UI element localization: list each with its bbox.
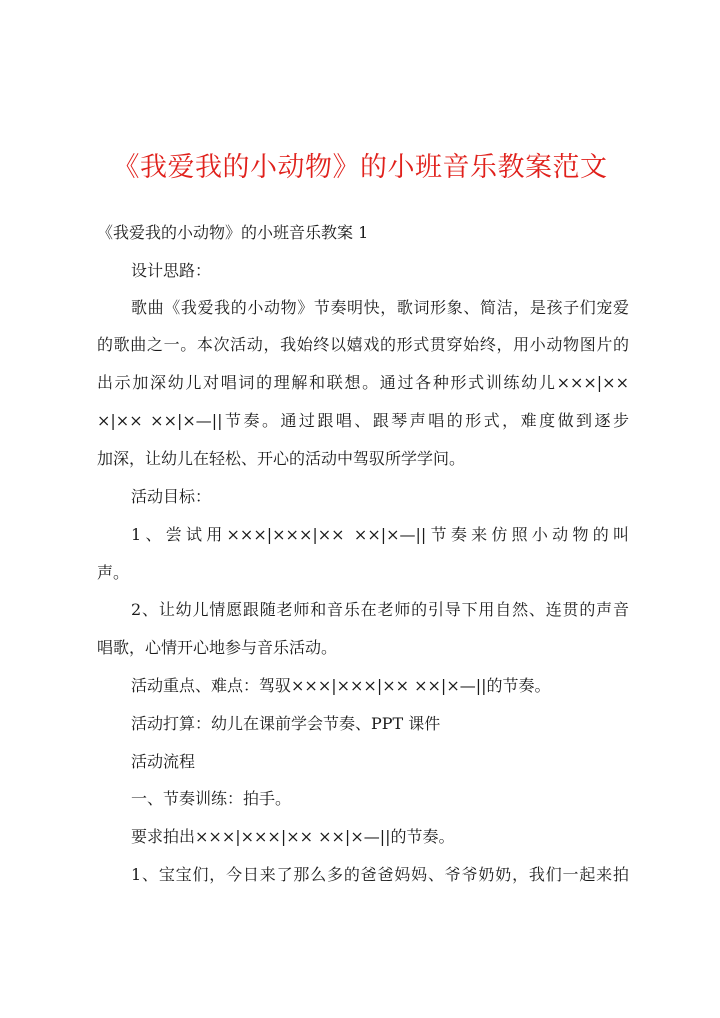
- process-step-1: 一、节奏训练：拍手。: [131, 789, 292, 808]
- section-heading: 《我爱我的小动物》的小班音乐教案 1: [97, 223, 369, 242]
- paragraph-line: 出示加深幼儿对唱词的理解和联想。通过各种形式训练幼儿×××|××: [97, 373, 629, 392]
- subheading-goals: 活动目标：: [131, 487, 212, 506]
- process-requirement: 要求拍出×××|×××|×× ××|×—||的节奏。: [131, 827, 455, 846]
- subheading-design-idea: 设计思路：: [131, 261, 212, 280]
- paragraph-line: 唱歌，心情开心地参与音乐活动。: [97, 638, 338, 657]
- paragraph-line: 声。: [97, 563, 130, 582]
- activity-prep: 活动打算：幼儿在课前学会节奏、PPT 课件: [131, 714, 441, 733]
- paragraph-line: ×|×× ××|×—||节奏。通过跟唱、跟琴声唱的形式，难度做到逐步: [97, 411, 629, 430]
- paragraph-line: 的歌曲之一。本次活动，我始终以嬉戏的形式贯穿始终，用小动物图片的: [97, 335, 629, 354]
- paragraph-line: 加深，让幼儿在轻松、开心的活动中驾驭所学学问。: [97, 449, 466, 468]
- document-title: 《我爱我的小动物》的小班音乐教案范文: [112, 152, 608, 183]
- subheading-process: 活动流程: [131, 752, 196, 771]
- goal-item-1: 1、尝试用×××|×××|×× ××|×—||节奏来仿照小动物的叫: [131, 525, 629, 544]
- paragraph-line: 1、宝宝们，今日来了那么多的爸爸妈妈、爷爷奶奶，我们一起来拍: [131, 865, 629, 884]
- paragraph-line: 歌曲《我爱我的小动物》节奏明快，歌词形象、简洁，是孩子们宠爱: [131, 298, 629, 317]
- goal-item-2: 2、让幼儿情愿跟随老师和音乐在老师的引导下用自然、连贯的声音: [131, 600, 629, 619]
- key-points: 活动重点、难点：驾驭×××|×××|×× ××|×—||的节奏。: [131, 676, 551, 695]
